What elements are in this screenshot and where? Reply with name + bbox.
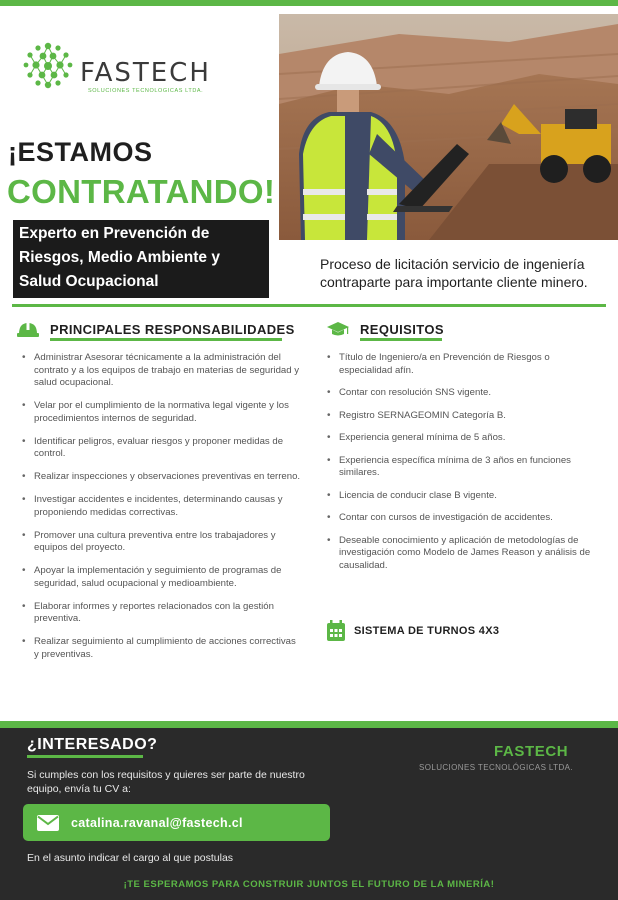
requirement-item: • Contar con resolución SNS vigente. (325, 387, 595, 400)
logo-wordmark: FASTECH (80, 58, 211, 88)
responsibility-item: • Apoyar la implementación y seguimiento de programas de seguridad, salud ocupacional y medioambiente. (20, 565, 302, 590)
requirement-item: • Experiencia específica mínima de 3 años en funciones similares. (325, 455, 595, 480)
envelope-icon (37, 815, 59, 831)
requirement-item: • Registro SERNAGEOMIN Categoría B. (325, 410, 595, 423)
responsibility-item: • Promover una cultura preventiva entre los trabajadores y equipos del proyecto. (20, 530, 302, 555)
requirements-list (325, 352, 595, 582)
email-contact-button[interactable] (23, 804, 330, 841)
interested-underline (27, 755, 143, 758)
footer-brand: FASTECH (494, 743, 569, 760)
footer-accent-bar (0, 721, 618, 728)
responsibility-item: • Realizar inspecciones y observaciones preventivas en terreno. (20, 471, 302, 484)
email-address[interactable]: catalina.ravanal@fastech.cl (71, 815, 243, 830)
requirement-item: • Contar con cursos de investigación de accidentes. (325, 512, 595, 525)
requirement-item: • Experiencia general mínima de 5 años. (325, 432, 595, 445)
responsibility-item: • Investigar accidentes e incidentes, determinando causas y proponiendo medidas correctivas. (20, 494, 302, 519)
job-title-box: Experto en Prevención de Riesgos, Medio Ambiente y Salud Ocupacional (13, 220, 269, 298)
responsibility-item: • Elaborar informes y reportes relacionados con la gestión preventiva. (20, 601, 302, 626)
requirement-item: • Deseable conocimiento y aplicación de metodologías de investigación como Modelo de James Reason y análisis de causalidad. (325, 535, 595, 573)
headline-line-1: ¡ESTAMOS (8, 137, 153, 167)
closing-message: ¡TE ESPERAMOS PARA CONSTRUIR JUNTOS EL FUTURO DE LA MINERÍA! (123, 879, 495, 890)
graduation-cap-icon (326, 320, 350, 338)
shift-system (326, 620, 499, 642)
requirement-item: • Título de Ingeniero/a en Prevención de Riesgos o especialidad afín. (325, 352, 595, 377)
requirement-item: • Licencia de conducir clase B vigente. (325, 490, 595, 503)
responsibilities-title: PRINCIPALES RESPONSABILIDADES (50, 321, 295, 337)
shift-label: SISTEMA DE TURNOS 4X3 (354, 625, 500, 637)
section-divider (12, 304, 606, 307)
responsibilities-underline (50, 338, 282, 341)
logo-mark-icon (18, 38, 78, 94)
interested-heading: ¿INTERESADO? (27, 736, 158, 753)
responsibility-item: • Realizar seguimiento al cumplimiento de acciones correctivas y preventivas. (20, 636, 302, 661)
requirements-underline (360, 338, 442, 341)
responsibility-item: • Identificar peligros, evaluar riesgos y proponer medidas de control. (20, 436, 302, 461)
logo-tagline: SOLUCIONES TECNOLOGICAS LTDA. (88, 88, 204, 94)
responsibilities-list (20, 352, 302, 672)
requirements-title: REQUISITOS (360, 321, 444, 337)
responsibility-item: • Velar por el cumplimiento de la normativa legal vigente y los procedimientos internos de seguridad. (20, 400, 302, 425)
cv-instructions: Si cumples con los requisitos y quieres ser parte de nuestro equipo, envía tu CV a: (27, 769, 305, 795)
headline-line-2: CONTRATANDO! (7, 173, 276, 210)
fastech-logo (18, 38, 218, 100)
hero-photo (279, 14, 618, 240)
process-description: Proceso de licitación servicio de ingeniería contraparte para importante cliente minero. (320, 256, 588, 290)
hard-hat-icon (16, 320, 40, 338)
subject-instructions: En el asunto indicar el cargo al que postulas (27, 852, 234, 864)
calendar-icon (326, 620, 346, 642)
responsibility-item: • Administrar Asesorar técnicamente a la administración del contrato y a los equipos de trabajo en materias de seguridad y salud ocupacional. (20, 352, 302, 390)
footer-brand-tagline: SOLUCIONES TECNOLÓGICAS LTDA. (419, 763, 574, 772)
top-accent-bar (0, 0, 618, 6)
